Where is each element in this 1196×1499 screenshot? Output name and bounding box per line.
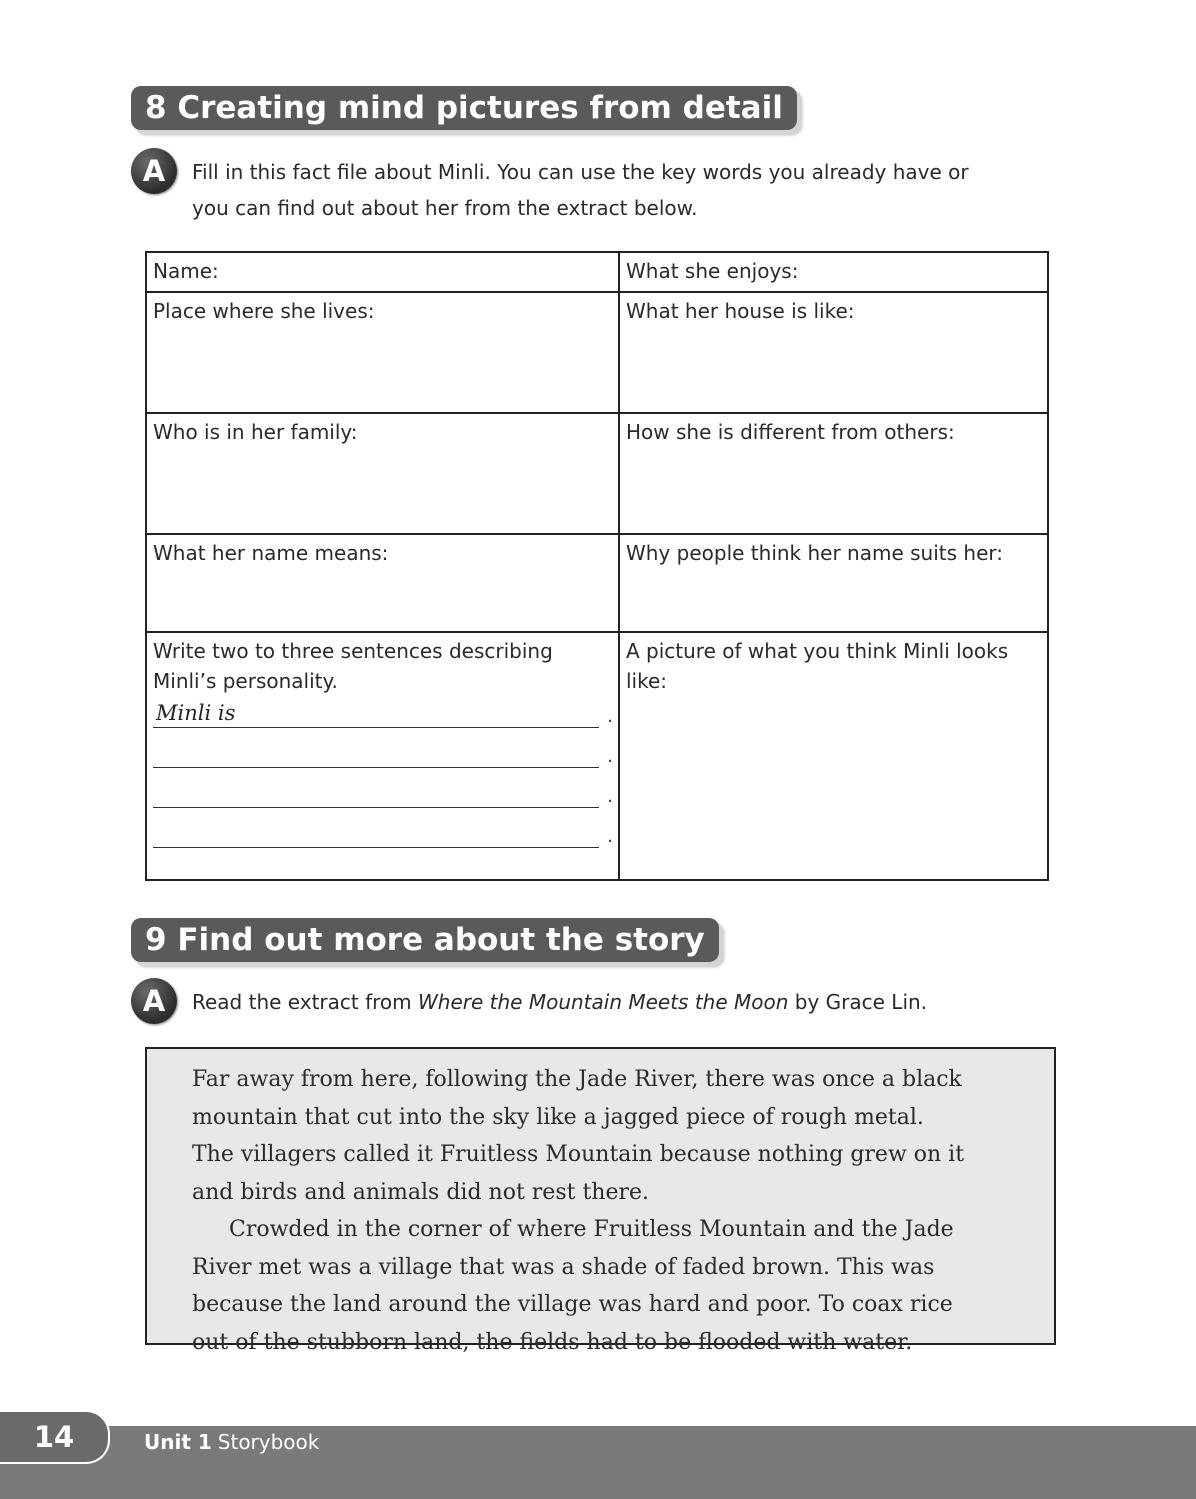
- extract-line: out of the stubborn land, the fields had to be flooded with water.: [192, 1329, 913, 1355]
- picture-prompt-line-1: A picture of what you think Minli looks: [626, 639, 1009, 663]
- instruction-after: by Grace Lin.: [788, 990, 928, 1014]
- footer-book: Storybook: [217, 1430, 320, 1454]
- section-9-instruction: [192, 984, 927, 1020]
- writing-line-4[interactable]: [153, 816, 613, 856]
- activity-a-badge: A: [131, 978, 177, 1024]
- name-suits-label: Why people think her name suits her:: [626, 541, 1003, 565]
- extract-paragraph-2: [192, 1211, 1054, 1361]
- lives-cell[interactable]: [146, 292, 619, 413]
- personality-prompt-line-1: Write two to three sentences describing: [153, 639, 553, 663]
- family-label: Who is in her family:: [153, 420, 358, 444]
- name-cell[interactable]: [146, 252, 619, 292]
- writing-line-2[interactable]: [153, 736, 613, 776]
- different-label: How she is different from others:: [626, 420, 955, 444]
- different-cell[interactable]: [619, 413, 1048, 534]
- section-9-heading: 9 Find out more about the story: [131, 918, 719, 962]
- house-cell[interactable]: [619, 292, 1048, 413]
- name-suits-cell[interactable]: [619, 534, 1048, 632]
- page-number: 14: [0, 1410, 110, 1464]
- footer-title: [144, 1428, 319, 1456]
- house-label: What her house is like:: [626, 299, 855, 323]
- extract-line: and birds and animals did not rest there.: [192, 1179, 650, 1205]
- picture-prompt-line-2: like:: [626, 669, 668, 693]
- enjoys-label: What she enjoys:: [626, 259, 799, 283]
- story-extract: [145, 1047, 1056, 1355]
- section-8-instruction: [192, 154, 969, 226]
- line-end-dot: .: [607, 786, 613, 807]
- extract-line: Far away from here, following the Jade River, there was once a black: [192, 1067, 962, 1092]
- book-title: Where the Mountain Meets the Moon: [418, 990, 789, 1014]
- line-end-dot: .: [607, 826, 613, 847]
- lives-label: Place where she lives:: [153, 299, 375, 323]
- personality-cell: [146, 632, 619, 880]
- picture-cell[interactable]: [619, 632, 1048, 880]
- name-means-label: What her name means:: [153, 541, 389, 565]
- instruction-before: Read the extract from: [192, 990, 418, 1014]
- footer-unit: Unit 1: [144, 1430, 212, 1454]
- instruction-line-2: you can find out about her from the extract below.: [192, 196, 698, 220]
- line-end-dot: .: [607, 746, 613, 767]
- activity-a-badge: A: [131, 148, 177, 194]
- name-label: Name:: [153, 259, 219, 283]
- writing-line-1[interactable]: [153, 696, 613, 736]
- extract-paragraph-1: [192, 1061, 1054, 1211]
- personality-prompt-line-2: Minli’s personality.: [153, 669, 338, 693]
- handwritten-start: Minli is: [156, 701, 236, 725]
- extract-line: because the land around the village was hard and poor. To coax rice: [192, 1292, 953, 1317]
- instruction-line-1: Fill in this fact file about Minli. You can use the key words you already have or: [192, 160, 969, 184]
- extract-line: River met was a village that was a shade of faded brown. This was: [192, 1254, 935, 1280]
- name-means-cell[interactable]: [146, 534, 619, 632]
- writing-line-3[interactable]: [153, 776, 613, 816]
- family-cell[interactable]: [146, 413, 619, 534]
- fact-file-table: [145, 251, 1049, 881]
- line-end-dot: .: [607, 706, 613, 727]
- section-8-heading: 8 Creating mind pictures from detail: [131, 86, 797, 130]
- extract-line: The villagers called it Fruitless Mountain because nothing grew on it: [192, 1142, 965, 1167]
- extract-line: mountain that cut into the sky like a jagged piece of rough metal.: [192, 1104, 924, 1130]
- enjoys-cell[interactable]: [619, 252, 1048, 292]
- extract-line: Crowded in the corner of where Fruitless Mountain and the Jade: [229, 1217, 954, 1242]
